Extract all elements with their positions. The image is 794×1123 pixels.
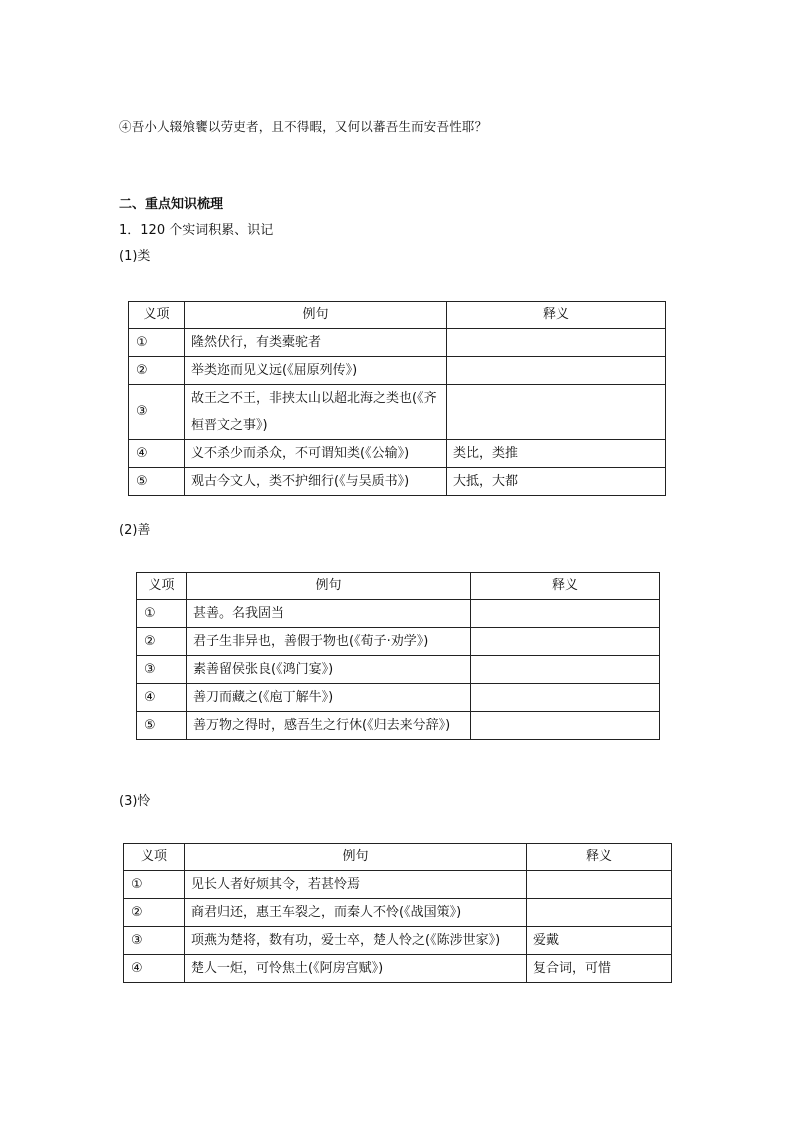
example-sentence: 君子生非异也，善假于物也(《荀子·劝学》): [187, 628, 471, 656]
example-sentence: 甚善。名我固当: [187, 600, 471, 628]
table-row: [124, 927, 672, 955]
table-row: [137, 628, 660, 656]
item-number: ④: [137, 684, 187, 712]
table-header-row: [137, 573, 660, 600]
example-sentence: 故王之不王，非挟太山以超北海之类也(《齐桓晋文之事》): [185, 385, 447, 440]
header-cell: 义项: [124, 844, 185, 871]
header-cell: 例句: [187, 573, 471, 600]
table-row: [137, 656, 660, 684]
table-row: [129, 329, 666, 357]
table-header-row: [129, 302, 666, 329]
example-sentence: 见长人者好烦其令，若甚怜焉: [185, 871, 527, 899]
item-number: ④: [124, 955, 185, 983]
meaning: 爱戴: [527, 927, 672, 955]
meaning: [471, 684, 660, 712]
header-cell: 义项: [137, 573, 187, 600]
meaning: [447, 329, 666, 357]
meaning: [471, 712, 660, 740]
example-sentence: 商君归还，惠王车裂之，而秦人不怜(《战国策》): [185, 899, 527, 927]
table-lian: [123, 843, 672, 983]
example-sentence: 善万物之得时，感吾生之行休(《归去来兮辞》): [187, 712, 471, 740]
item-number: ⑤: [137, 712, 187, 740]
table-row: [129, 468, 666, 496]
table-header-row: [124, 844, 672, 871]
item-number: ③: [137, 656, 187, 684]
item-number: ③: [124, 927, 185, 955]
table-row: [129, 357, 666, 385]
example-sentence: 素善留侯张良(《鸿门宴》): [187, 656, 471, 684]
example-sentence: 观古今文人，类不护细行(《与吴质书》): [185, 468, 447, 496]
example-sentence: 举类迩而见义远(《屈原列传》): [185, 357, 447, 385]
intro-sentence: ④吾小人辍飧饔以劳吏者，且不得暇，又何以蕃吾生而安吾性耶？: [119, 119, 488, 134]
table-shan: [136, 572, 660, 740]
item-number: ②: [129, 357, 185, 385]
meaning: [471, 656, 660, 684]
item-number: ①: [124, 871, 185, 899]
meaning: [447, 385, 666, 440]
sub-heading: 1．120 个实词积累、识记: [119, 223, 274, 238]
table-label-shan: (2)善: [119, 523, 151, 538]
header-cell: 例句: [185, 302, 447, 329]
table-lei: [128, 301, 666, 496]
table-label-lian: (3)怜: [119, 794, 151, 809]
table-row: [129, 440, 666, 468]
meaning: 类比，类推: [447, 440, 666, 468]
item-number: ①: [137, 600, 187, 628]
table-row: [137, 600, 660, 628]
item-number: ②: [137, 628, 187, 656]
example-sentence: 楚人一炬，可怜焦土(《阿房宫赋》): [185, 955, 527, 983]
table-row: [124, 955, 672, 983]
header-cell: 释义: [471, 573, 660, 600]
header-cell: 义项: [129, 302, 185, 329]
table-row: [137, 684, 660, 712]
section-heading: 二、重点知识梳理: [119, 197, 224, 212]
table-row: [129, 385, 666, 440]
item-number: ③: [129, 385, 185, 440]
header-cell: 释义: [527, 844, 672, 871]
item-number: ④: [129, 440, 185, 468]
header-cell: 例句: [185, 844, 527, 871]
example-sentence: 善刀而藏之(《庖丁解牛》): [187, 684, 471, 712]
item-number: ⑤: [129, 468, 185, 496]
item-number: ②: [124, 899, 185, 927]
meaning: 复合词，可惜: [527, 955, 672, 983]
example-sentence: 项燕为楚将，数有功，爱士卒，楚人怜之(《陈涉世家》): [185, 927, 527, 955]
table-row: [137, 712, 660, 740]
meaning: [527, 871, 672, 899]
meaning: [471, 600, 660, 628]
example-sentence: 隆然伏行，有类橐驼者: [185, 329, 447, 357]
header-cell: 释义: [447, 302, 666, 329]
table-row: [124, 899, 672, 927]
meaning: 大抵，大都: [447, 468, 666, 496]
meaning: [471, 628, 660, 656]
item-number: ①: [129, 329, 185, 357]
table-row: [124, 871, 672, 899]
table-label-lei: (1)类: [119, 249, 151, 264]
example-sentence: 义不杀少而杀众，不可谓知类(《公输》): [185, 440, 447, 468]
meaning: [527, 899, 672, 927]
meaning: [447, 357, 666, 385]
